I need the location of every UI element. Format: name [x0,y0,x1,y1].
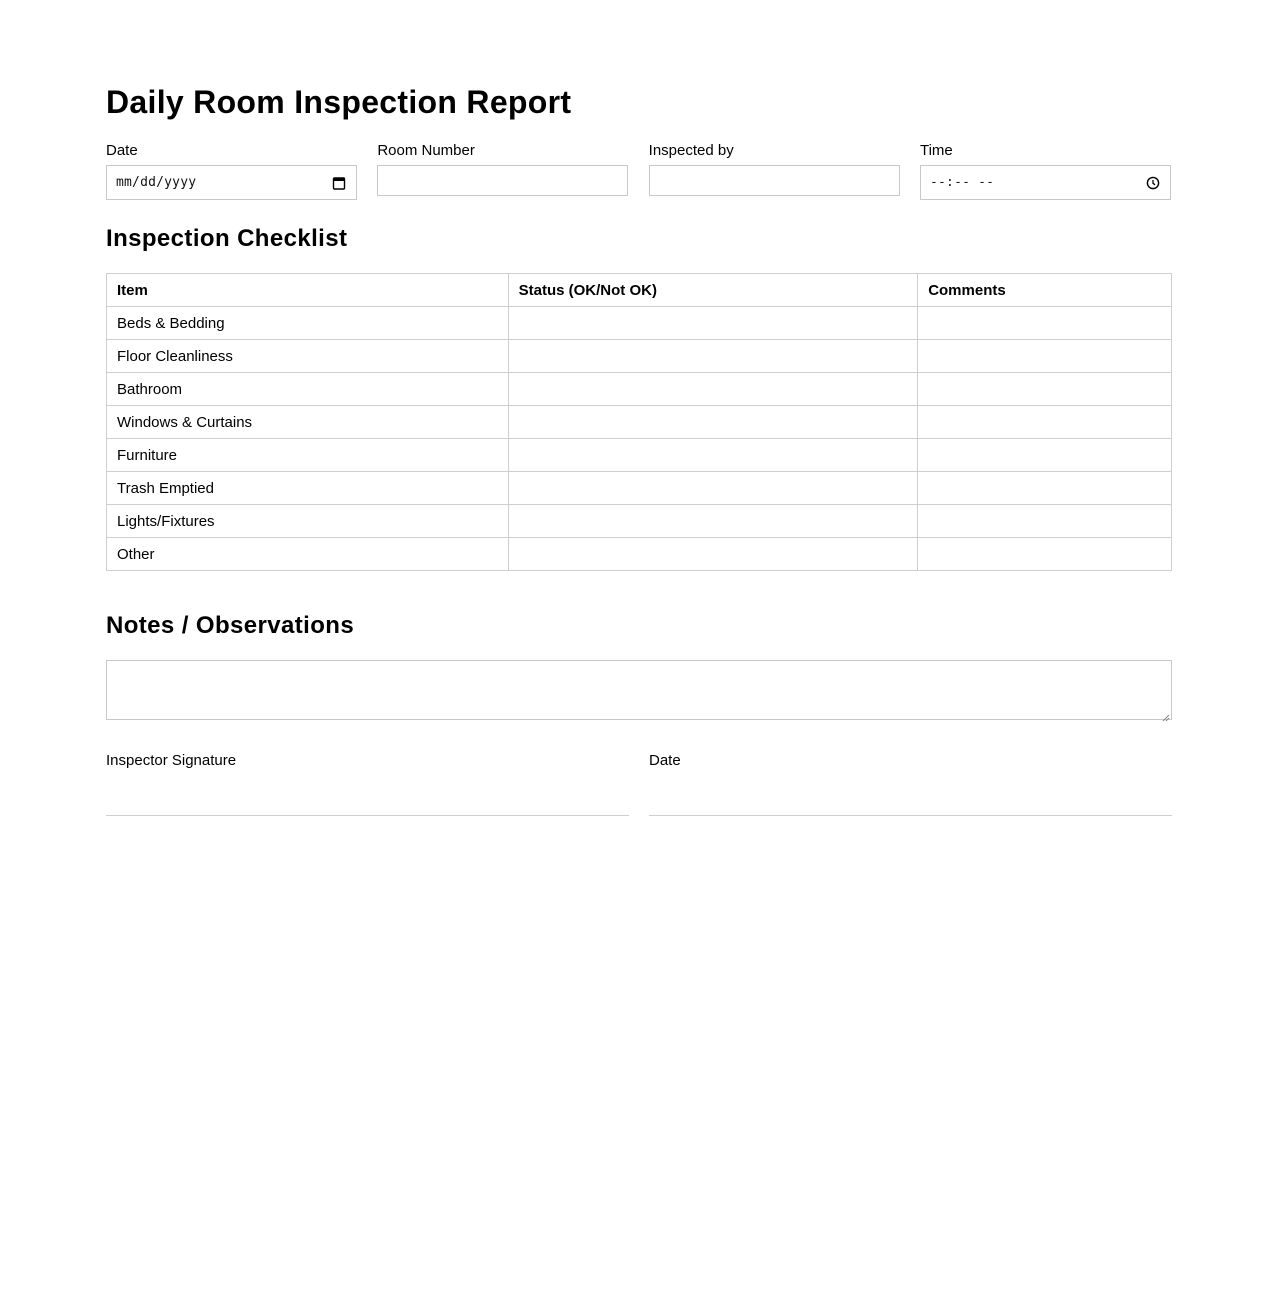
status-cell[interactable] [508,538,918,571]
item-cell: Trash Emptied [107,472,509,505]
column-header-comments: Comments [918,274,1172,307]
notes-heading: Notes / Observations [106,612,355,639]
signature-date-label: Date [649,752,681,769]
inspector-signature-line[interactable] [106,815,629,816]
comments-cell[interactable] [918,538,1172,571]
comments-cell[interactable] [918,373,1172,406]
comments-cell[interactable] [918,340,1172,373]
resize-handle-icon[interactable] [1161,709,1170,718]
status-cell[interactable] [508,340,918,373]
clock-icon[interactable] [1146,176,1160,190]
table-row [107,538,1172,571]
comments-cell[interactable] [918,472,1172,505]
comments-cell[interactable] [918,406,1172,439]
room-number-label: Room Number [377,142,475,159]
inspector-signature-label: Inspector Signature [106,752,237,769]
comments-cell[interactable] [918,307,1172,340]
table-row [107,373,1172,406]
status-cell[interactable] [508,472,918,505]
table-header-row [107,274,1172,307]
column-header-status: Status (OK/Not OK) [508,274,918,307]
item-cell: Other [107,538,509,571]
comments-cell[interactable] [918,439,1172,472]
room-number-field-group [377,142,628,200]
signature-row [106,752,1172,816]
item-cell: Beds & Bedding [107,307,509,340]
table-row [107,472,1172,505]
time-placeholder: --:-- -- [929,175,995,190]
date-input[interactable] [106,165,357,200]
inspected-by-field-group [649,142,900,200]
table-row [107,340,1172,373]
item-cell: Bathroom [107,373,509,406]
status-cell[interactable] [508,373,918,406]
page-title: Daily Room Inspection Report [106,84,572,120]
time-field-group [920,142,1171,200]
table-row [107,406,1172,439]
date-label: Date [106,142,138,159]
signature-date-block [649,752,1172,816]
header-fields [106,142,1172,200]
comments-cell[interactable] [918,505,1172,538]
checklist-heading: Inspection Checklist [106,225,348,252]
column-header-item: Item [107,274,509,307]
date-field-group [106,142,357,200]
status-cell[interactable] [508,307,918,340]
status-cell[interactable] [508,505,918,538]
date-placeholder: mm/dd/yyyy [116,175,197,190]
item-cell: Floor Cleanliness [107,340,509,373]
inspector-signature-block [106,752,629,816]
signature-date-line[interactable] [649,815,1172,816]
status-cell[interactable] [508,406,918,439]
table-row [107,307,1172,340]
time-input[interactable] [920,165,1171,200]
calendar-icon[interactable] [332,176,346,190]
table-row [107,505,1172,538]
item-cell: Lights/Fixtures [107,505,509,538]
table-row [107,439,1172,472]
inspection-checklist-table [106,273,1172,571]
notes-textarea[interactable] [106,660,1172,720]
room-number-input[interactable] [377,165,628,196]
status-cell[interactable] [508,439,918,472]
item-cell: Windows & Curtains [107,406,509,439]
inspected-by-label: Inspected by [648,142,734,159]
item-cell: Furniture [107,439,509,472]
time-label: Time [919,142,953,159]
inspected-by-input[interactable] [649,165,900,196]
